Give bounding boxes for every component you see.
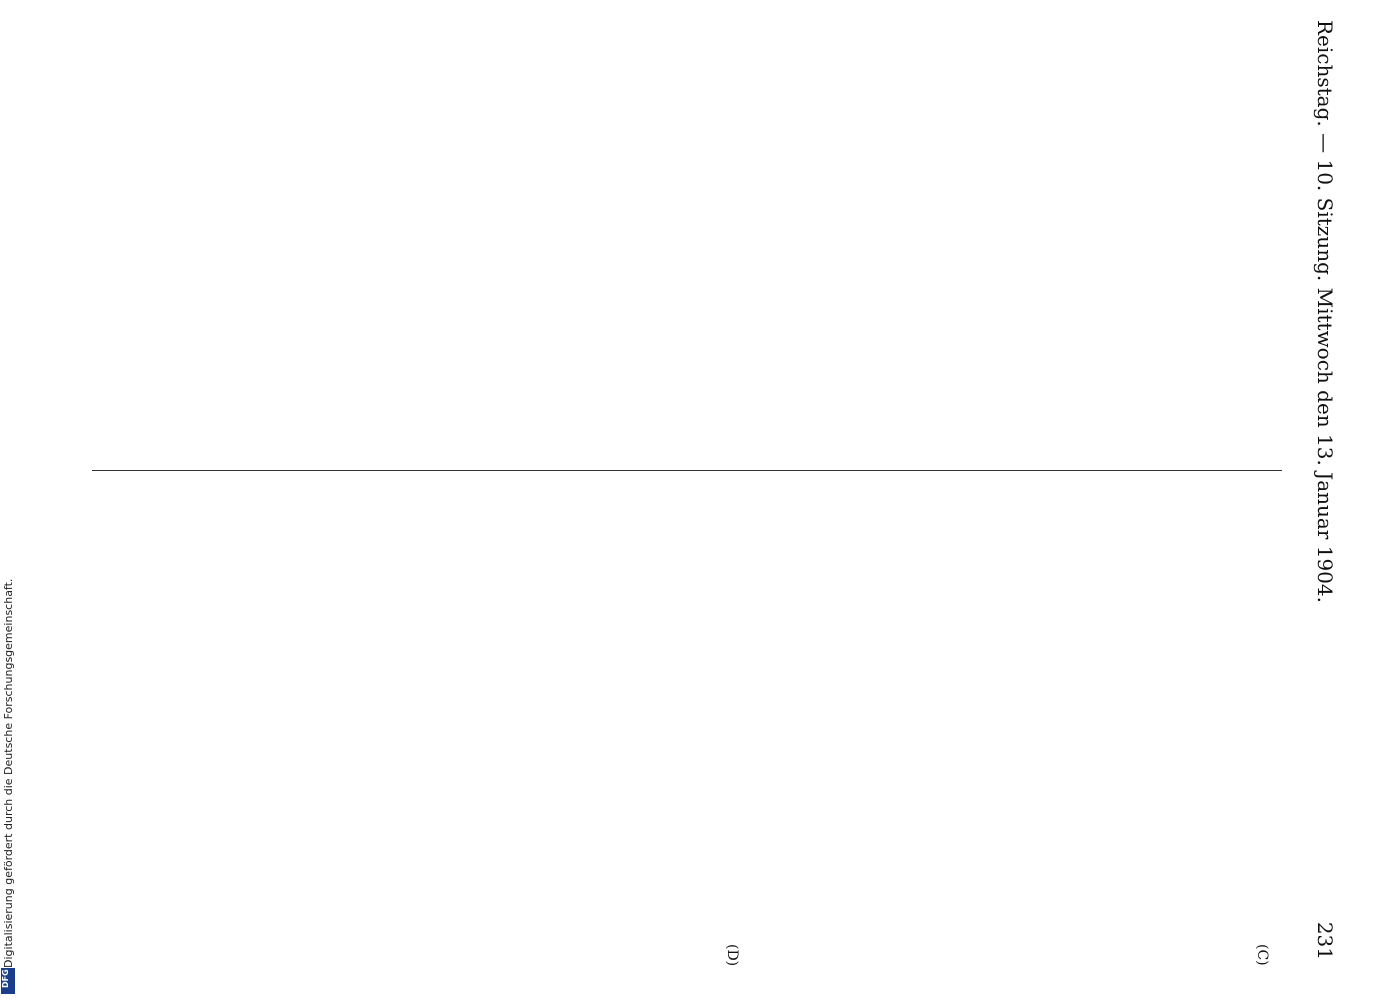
running-header	[1310, 10, 1340, 970]
page-number: 231	[1313, 921, 1337, 960]
left-column	[100, 10, 1280, 440]
margin-marker-d: (D)	[724, 944, 740, 967]
right-column	[100, 500, 1280, 930]
credit-text: Digitalisierung gefördert durch die Deutsche Forschungsgemeinschaft.	[2, 578, 15, 968]
column-divider	[92, 470, 1282, 471]
margin-marker-c: (C)	[1254, 944, 1270, 966]
rotated-page-body	[80, 10, 1340, 970]
digitization-credit	[0, 0, 18, 1000]
header-title: Reichstag. — 10. Sitzung. Mittwoch den 13. Januar 1904.	[1313, 20, 1337, 603]
dfg-logo-text: DFG	[1, 969, 10, 988]
dfg-logo	[1, 968, 15, 994]
